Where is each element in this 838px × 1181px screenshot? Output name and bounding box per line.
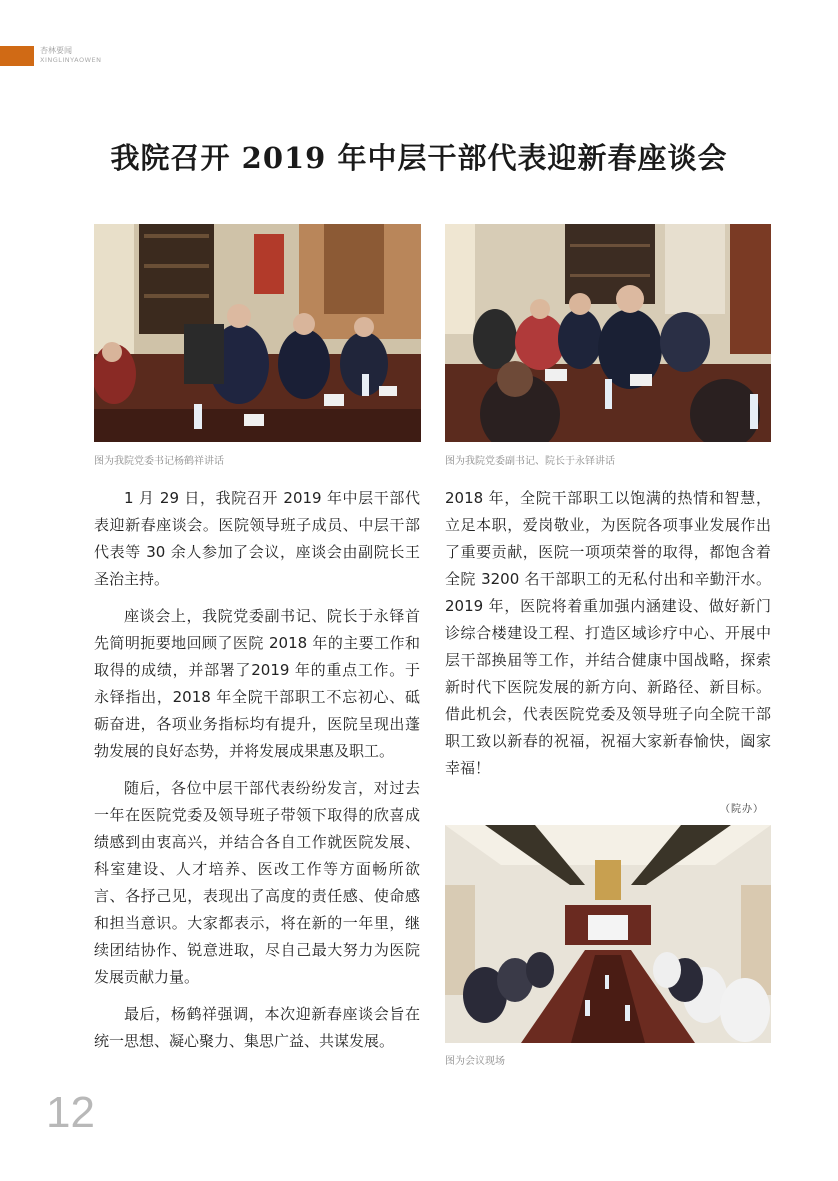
photo1-caption: 图为我院党委书记杨鹤祥讲话 — [94, 456, 224, 467]
photo2-caption: 图为我院党委副书记、院长于永铎讲话 — [445, 456, 615, 467]
photo-speech-party-secretary — [94, 224, 421, 442]
section-subtitle: XINGLINYAOWEN — [40, 56, 102, 64]
photo-speech-hospital-president — [445, 224, 771, 442]
article-title: 我院召开 2019 年中层干部代表迎新春座谈会 — [110, 141, 728, 175]
photo3-caption: 图为会议现场 — [445, 1056, 505, 1067]
paragraph-4: 最后，杨鹤祥强调，本次迎新春座谈会旨在统一思想、凝心聚力、集思广益、共谋发展。 — [94, 1005, 420, 1050]
article-source: （院办） — [720, 804, 764, 815]
paragraph-3: 随后，各位中层干部代表纷纷发言，对过去一年在医院党委及领导班子带领下取得的欣喜成绩感到由衷高兴，并结合各自工作就医院发展、科室建设、人才培养、医改工作等方面畅所欲言、各抒己见，表现出了高度的责任感、使命感和担当意识。大家都表示，将在新的一年里，继续团结协作、锐意进取，尽自己最大努力为医院发展贡献力量。 — [94, 779, 420, 986]
section-marker — [0, 46, 34, 66]
section-title: 杏林要闻 — [40, 46, 72, 55]
article-column-left — [94, 485, 420, 1065]
photo-meeting-room — [445, 825, 771, 1043]
paragraph-5: 2018 年，全院干部职工以饱满的热情和智慧，立足本职，爱岗敬业，为医院各项事业发展作出了重要贡献，医院一项项荣誉的取得，都饱含着全院 3200 名干部职工的无私付出和辛勤汗水。2019 年，医院将着重加强内涵建设、做好新门诊综合楼建设工程、打造区域诊疗中心、开展中层干部换届等工作，并结合健康中国战略，探索新时代下医院发展的新方向、新路径、新目标。借此机会，代表医院党委及领导班子向全院干部职工致以新春的祝福，祝福大家新春愉快，阖家幸福！ — [445, 489, 771, 777]
page-number: 12 — [46, 1088, 95, 1137]
paragraph-1: 1 月 29 日，我院召开 2019 年中层干部代表迎新春座谈会。医院领导班子成员、中层干部代表等 30 余人参加了会议，座谈会由副院长王圣治主持。 — [94, 489, 420, 588]
article-column-right — [445, 485, 771, 792]
paragraph-2: 座谈会上，我院党委副书记、院长于永铎首先简明扼要地回顾了医院 2018 年的主要工作和取得的成绩，并部署了2019 年的重点工作。于永铎指出，2018 年全院干部职工不忘初心、砥砺奋进，各项业务指标均有提升，医院呈现出蓬勃发展的良好态势，并将发展成果惠及职工。 — [94, 607, 420, 760]
